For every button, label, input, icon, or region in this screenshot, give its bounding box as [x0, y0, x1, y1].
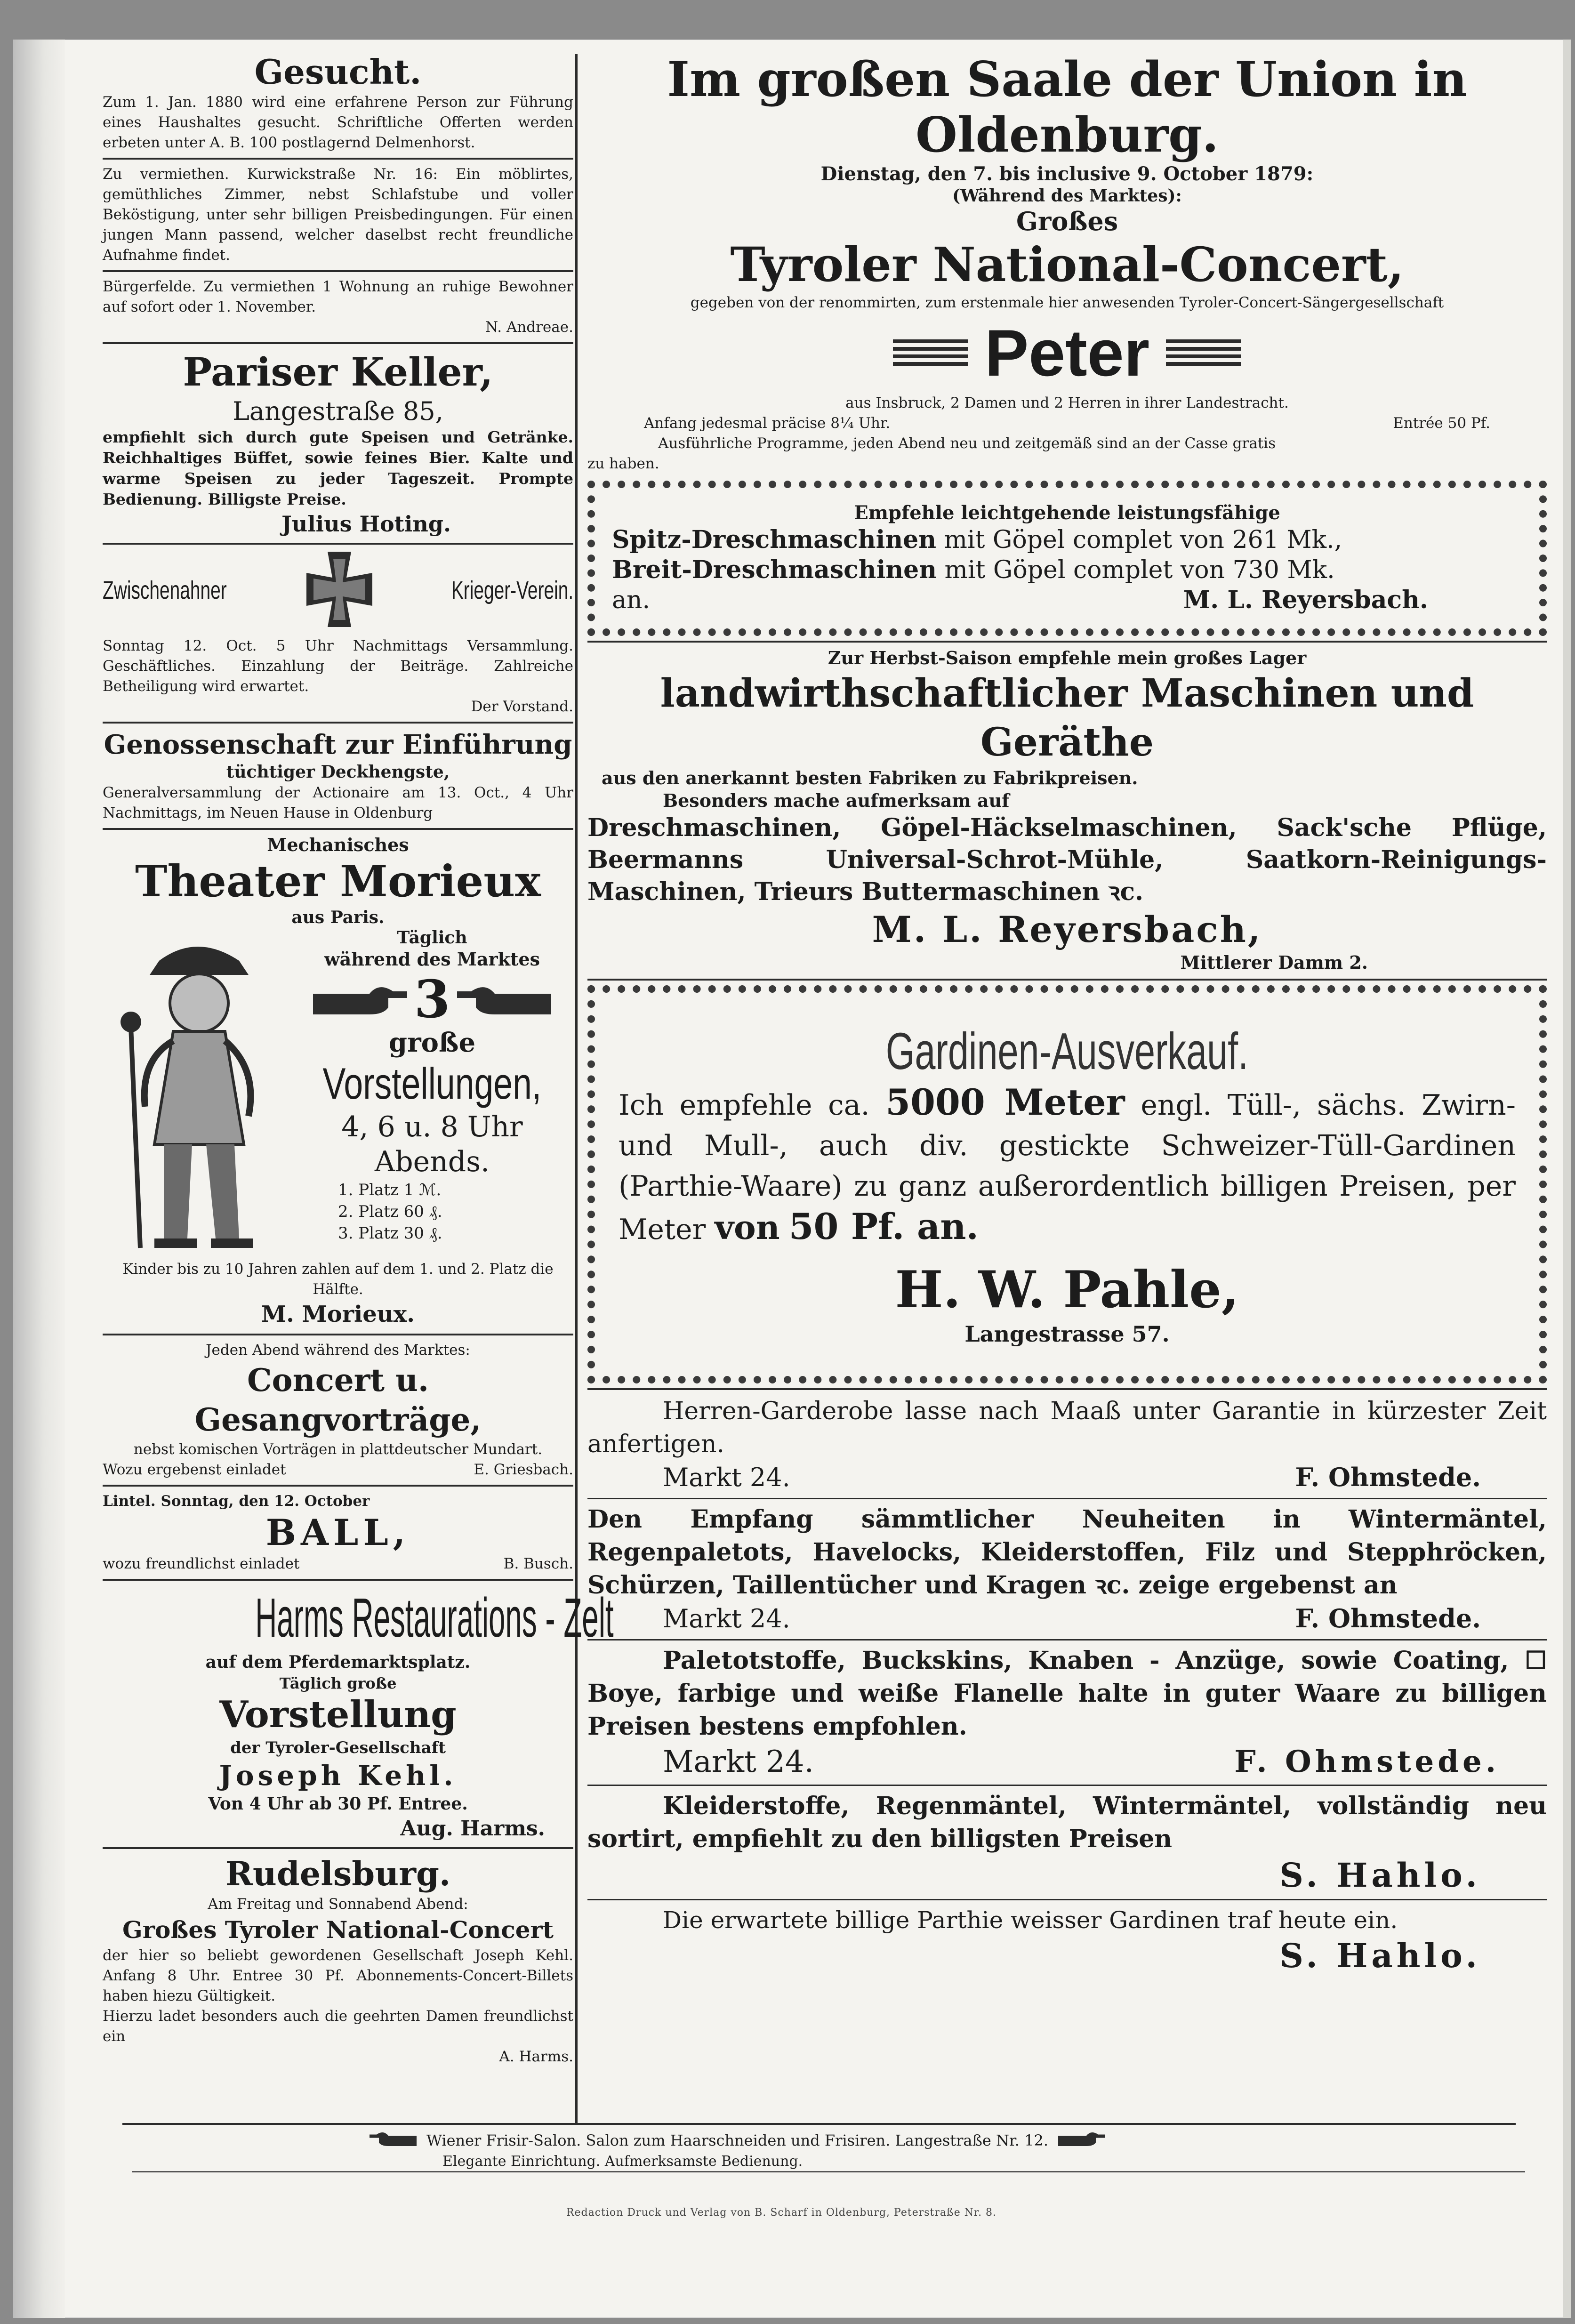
ad-union-concert	[587, 52, 1547, 474]
ad-title-right: Krieger-Verein.	[451, 576, 573, 604]
right-column	[587, 52, 1547, 1976]
ad-tohave: zu haben.	[587, 455, 659, 472]
ad-signature: E. Griesbach.	[474, 1461, 573, 1478]
ad-signature: F. Ohmstede.	[1234, 1744, 1500, 1779]
divider	[587, 1639, 1547, 1640]
divider	[103, 342, 573, 344]
decorative-bar	[1166, 339, 1241, 367]
divider	[587, 1498, 1547, 1499]
ad-text: engl. Tüll-, sächs. Zwirn- und Mull-, auch div. gestickte Schweizer-Tüll-Gardinen (Parthie-Waare) zu ganz außerordentlich billigen Preisen, per Meter	[619, 1089, 1516, 1246]
ad-kicker: Mechanisches	[267, 834, 409, 855]
ad-text: Bürgerfelde. Zu vermiethen 1 Wohnung an ruhige Bewohner auf sofort oder 1. November.	[103, 278, 573, 315]
ad-concert	[103, 1340, 573, 1480]
ad-vorstellungen: Vorstellungen,	[322, 1059, 542, 1108]
divider	[103, 1847, 573, 1849]
ad-frisir-salon	[367, 2129, 1450, 2171]
divider	[103, 828, 573, 830]
ad-list: Dreschmaschinen, Göpel-Häckselmaschinen, Sack'sche Pflüge, Beermanns Universal-Schrot-Mühle, Saatkorn-Reinigungs-Maschinen, Trieurs Buttermaschinen ꝛc.	[587, 813, 1547, 906]
ad-title: Harms Restaurations - Zelt	[255, 1587, 614, 1649]
ad-signature: M. L. Reyersbach.	[1183, 586, 1428, 614]
ad-text: der hier so beliebt gewordenen Gesellschaft Joseph Kehl. Anfang 8 Uhr. Entree 30 Pf. Abonnements-Concert-Billets haben hiezu Gültigkeit.	[103, 1947, 573, 2004]
ad-name: Joseph Kehl.	[219, 1760, 457, 1792]
ad-name: Peter	[984, 316, 1150, 390]
ad-start: Anfang jedesmal präcise 8¼ Uhr.	[644, 415, 891, 432]
ad-addr: Mittlerer Damm 2.	[1180, 952, 1368, 973]
ad-item: Breit-Dreschmaschinen	[612, 555, 937, 584]
ad-signature: Julius Hoting.	[281, 511, 451, 537]
ad-signature: F. Ohmstede.	[1295, 1462, 1481, 1492]
bottom-rule	[122, 2123, 1516, 2125]
ad-sub: tüchtiger Deckhengste,	[226, 762, 450, 782]
ad-date: Dienstag, den 7. bis inclusive 9. October 1879:	[820, 163, 1314, 185]
ad-text: Zum 1. Jan. 1880 wird eine erfahrene Person zur Führung eines Haushaltes gesucht. Schriftliche Offerten werden erbeten unter A. B. 100 postlagernd Delmenhorst.	[103, 94, 573, 151]
ad-sub: auf dem Pferdemarktsplatz.	[205, 1652, 471, 1672]
napoleon-figure-illustration	[103, 928, 291, 1259]
ad-times: 4, 6 u. 8 Uhr Abends.	[341, 1110, 523, 1178]
ad-sub: aus den anerkannt besten Fabriken zu Fabrikpreisen.	[602, 767, 1138, 788]
ad-text: empfiehlt sich durch gute Speisen und Getränke. Reichhaltiges Büffet, sowie feines Bier. Kalte und warme Speisen zu jeder Tageszeit. Prompte Bedienung. Billigste Preise.	[103, 428, 573, 508]
price-row: 3. Platz 30 ₰.	[338, 1224, 442, 1243]
ad-intro: Zur Herbst-Saison empfehle mein großes Lager	[828, 647, 1307, 668]
ad-text: Paletotstoffe, Buckskins, Knaben - Anzüge, sowie Coating, ☐ Boye, farbige und weiße Flanelle halte in guter Waare zu billigen Preisen bestens empfohlen.	[587, 1646, 1547, 1741]
ad-ohmstede-1	[587, 1395, 1547, 1494]
divider	[103, 270, 573, 272]
ad-theater-morieux	[103, 835, 573, 1329]
ad-lintel-ball	[103, 1491, 573, 1574]
ad-text: nebst komischen Vorträgen in plattdeutscher Mundart.	[133, 1441, 543, 1458]
ad-gesucht	[103, 52, 573, 153]
price-row: 1. Platz 1 ℳ.	[338, 1181, 442, 1199]
ad-title: Gardinen-Ausverkauf.	[885, 1022, 1249, 1080]
divider	[587, 641, 1547, 643]
ad-signature: A. Harms.	[499, 2048, 573, 2065]
ad-concert: Großes Tyroler National-Concert	[122, 1916, 554, 1944]
ad-from: aus Insbruck, 2 Damen und 2 Herren in ihrer Landestracht.	[845, 394, 1289, 411]
ad-text: Die erwartete billige Parthie weisser Gardinen traf heute ein.	[663, 1906, 1398, 1934]
ad-street: Langestraße 85,	[233, 396, 443, 426]
ad-title: Im großen Saale der Union in Oldenburg.	[667, 51, 1467, 163]
ad-rudelsburg	[103, 1854, 573, 2067]
ad-text: Generalversammlung der Actionaire am 13. Oct., 4 Uhr Nachmittags, im Neuen Hause in Oldenburg	[103, 784, 573, 821]
ad-invite: Wozu ergebenst einladet	[103, 1461, 286, 1478]
divider	[103, 1334, 573, 1335]
ad-pariser-keller	[103, 349, 573, 538]
ad-price: 50 Pf. an.	[788, 1206, 979, 1247]
ad-signature: M. Morieux.	[261, 1301, 415, 1327]
ad-entry: Entrée 50 Pf.	[1393, 415, 1490, 432]
ad-during: während des Marktes	[324, 949, 540, 970]
ad-genossenschaft	[103, 728, 573, 823]
ad-signature: S. Hahlo.	[1279, 1936, 1481, 1975]
ad-an: an.	[612, 586, 651, 614]
ad-signature: F. Ohmstede.	[1295, 1603, 1481, 1633]
ad-text: Ich empfehle ca.	[619, 1089, 870, 1122]
ad-ohmstede-2	[587, 1503, 1547, 1635]
ad-intro: Empfehle leichtgehende leistungsfähige	[854, 502, 1280, 524]
left-column	[103, 52, 614, 2067]
ad-addr: Markt 24.	[663, 1463, 790, 1492]
divider	[587, 1899, 1547, 1900]
ad-title: Theater Morieux	[135, 856, 541, 907]
ad-pre: Jeden Abend während des Marktes:	[206, 1342, 470, 1359]
ad-addr: Markt 24.	[663, 1745, 814, 1779]
pointing-hand-icon	[311, 980, 410, 1019]
ad-title: Concert u. Gesangvorträge,	[194, 1362, 482, 1438]
ad-during: (Während des Marktes):	[952, 186, 1182, 206]
divider	[587, 1785, 1547, 1786]
pointing-hand-icon	[1056, 2129, 1108, 2152]
imprint: Redaction Druck und Verlag von B. Scharf in Oldenburg, Peterstraße Nr. 8.	[566, 2207, 997, 2219]
ad-signature: N. Andreae.	[485, 319, 573, 336]
ad-signature: H. W. Pahle,	[895, 1260, 1239, 1319]
ad-title: Rudelsburg.	[225, 1854, 451, 1893]
ad-hahlo-2	[587, 1904, 1547, 1976]
divider	[103, 1579, 573, 1581]
divider	[103, 158, 573, 160]
ad-price: mit Göpel complet von 261 Mk.,	[944, 526, 1342, 554]
ad-title: landwirthschaftlicher Maschinen und Geräthe	[660, 671, 1474, 765]
ad-title: Pariser Keller,	[183, 350, 493, 395]
ad-troupe: der Tyroler-Gesellschaft	[230, 1738, 446, 1757]
iron-cross-icon	[295, 549, 384, 631]
ad-given: gegeben von der renommirten, zum erstenmale hier anwesenden Tyroler-Concert-Sängergesellschaft	[690, 294, 1444, 311]
ad-programs: Ausführliche Programme, jeden Abend neu und zeitgemäß sind an der Casse gratis	[658, 435, 1276, 452]
divider	[103, 722, 573, 724]
ad-landwirthschaft	[587, 647, 1547, 974]
ad-invite: Hierzu ladet besonders auch die geehrten Damen freundlichst ein	[103, 2008, 573, 2045]
ad-when: Am Freitag und Sonnabend Abend:	[208, 1896, 468, 1913]
page-edge	[1563, 40, 1571, 2318]
ad-krieger-verein	[103, 549, 573, 717]
decorative-bar	[893, 339, 968, 367]
ad-entry: Von 4 Uhr ab 30 Pf. Entree.	[208, 1794, 468, 1814]
ad-from: aus Paris.	[291, 908, 385, 927]
bottom-rule-2	[132, 2171, 1525, 2172]
ad-daily: Täglich große	[279, 1674, 397, 1692]
ad-title: Gesucht.	[254, 52, 422, 92]
ad-von: von	[715, 1208, 780, 1247]
ad-signature: Aug. Harms.	[400, 1817, 545, 1841]
ad-ohmstede-3	[587, 1644, 1547, 1781]
ad-text-2: Elegante Einrichtung. Aufmerksamste Bedienung.	[442, 2153, 803, 2170]
ad-addr: Langestrasse 57.	[964, 1321, 1170, 1347]
ad-grosses: Großes	[1016, 206, 1118, 236]
pointing-hand-icon	[455, 980, 554, 1019]
ad-buergerfelde	[103, 277, 573, 338]
ad-line: Lintel. Sonntag, den 12. October	[103, 1493, 370, 1510]
ad-title-left: Zwischenahner	[103, 576, 227, 604]
ad-signature: Der Vorstand.	[471, 698, 573, 715]
ad-dreschmaschinen	[587, 481, 1547, 636]
ad-big: 5000 Meter	[885, 1081, 1125, 1123]
ad-kids: Kinder bis zu 10 Jahren zahlen auf dem 1. und 2. Platz die Hälfte.	[122, 1261, 554, 1298]
ad-invite: wozu freundlichst einladet	[103, 1555, 300, 1572]
ad-title: BALL,	[265, 1512, 410, 1553]
ad-price: mit Göpel complet von 730 Mk.	[944, 556, 1335, 584]
ad-concert: Tyroler National-Concert,	[730, 237, 1404, 292]
divider	[587, 979, 1547, 981]
pointing-hand-icon	[367, 2129, 419, 2152]
ad-number: 3	[414, 969, 450, 1029]
ad-text: Den Empfang sämmtlicher Neuheiten in Wintermäntel, Regenpaletots, Havelocks, Kleiderstoffen, Filz und Stepphröcken, Schürzen, Taillentücher und Kragen ꝛc. zeige ergebenst an	[587, 1505, 1547, 1600]
ad-text: Sonntag 12. Oct. 5 Uhr Nachmittags Versammlung. Geschäftliches. Einzahlung der Beiträge. Zahlreiche Betheiligung wird erwartet.	[103, 637, 573, 695]
ad-vermiethen	[103, 164, 573, 265]
ad-note: Besonders mache aufmerksam auf	[663, 790, 1010, 811]
column-divider	[575, 54, 578, 2123]
ad-text: Zu vermiethen. Kurwickstraße Nr. 16: Ein möblirtes, gemüthliches Zimmer, nebst Schlafstube und voller Beköstigung, unter sehr billigen Preisbedingungen. Für einen jungen Mann passend, welcher daselbst recht freundliche Aufnahme findet.	[103, 166, 573, 264]
divider	[103, 1485, 573, 1487]
ad-addr: Markt 24.	[663, 1604, 790, 1633]
ad-signature: S. Hahlo.	[1279, 1856, 1481, 1895]
binding-edge	[13, 40, 65, 2318]
ad-signature: B. Busch.	[503, 1555, 573, 1572]
ad-daily: Täglich	[397, 928, 467, 948]
ad-item: Spitz-Dreschmaschinen	[612, 525, 937, 554]
ad-text: Kleiderstoffe, Regenmäntel, Wintermäntel, vollständig neu sortirt, empfiehlt zu den billigsten Preisen	[587, 1792, 1547, 1853]
ad-hahlo-1	[587, 1790, 1547, 1895]
ad-gardinen	[587, 985, 1547, 1383]
ad-signature: M. L. Reyersbach,	[872, 909, 1262, 950]
ad-text: Herren-Garderobe lasse nach Maaß unter Garantie in kürzester Zeit anfertigen.	[587, 1397, 1547, 1458]
ad-vorstellung: Vorstellung	[219, 1693, 457, 1736]
ad-grosse: große	[388, 1027, 476, 1058]
divider	[103, 543, 573, 545]
price-row: 2. Platz 60 ₰.	[338, 1202, 442, 1221]
divider	[587, 1388, 1547, 1390]
ad-title: Genossenschaft zur Einführung	[104, 729, 572, 760]
ad-harms-zelt	[103, 1585, 614, 1842]
ad-text: Wiener Frisir-Salon. Salon zum Haarschneiden und Frisiren. Langestraße Nr. 12.	[426, 2131, 1048, 2149]
